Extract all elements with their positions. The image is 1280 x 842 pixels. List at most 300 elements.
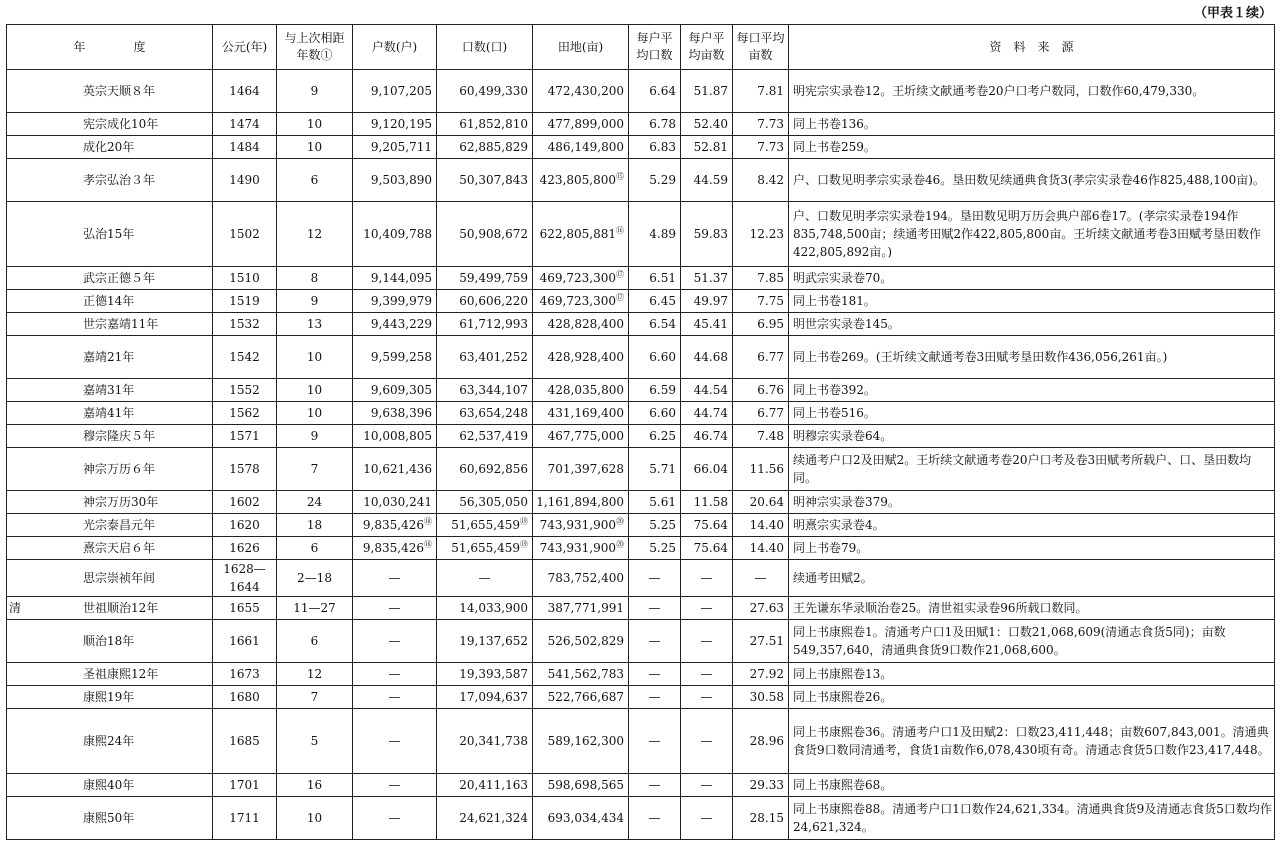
- source-cell-value: 同上书康熙卷88。清通考户口1口数作24,621,334。清通典食货9及清通志食货5口数均作24,621,324。: [793, 802, 1272, 834]
- gap-cell: [277, 774, 353, 797]
- mu-per-person-cell: [733, 448, 789, 491]
- persons-per-household-cell: [629, 597, 681, 620]
- source-cell: [789, 663, 1275, 686]
- population-cell: [437, 402, 533, 425]
- population-cell-value: 61,712,993: [459, 317, 528, 331]
- population-cell-value: 19,393,587: [459, 667, 528, 681]
- households-cell: [353, 290, 437, 313]
- gap-cell-value: 10: [306, 350, 323, 364]
- mu-per-household-cell-value: 51.87: [693, 84, 728, 98]
- population-cell-value: 19,137,652: [459, 634, 528, 648]
- households-cell-value: 9,609,305: [370, 383, 432, 397]
- footnote-marker: ⑱: [424, 540, 432, 549]
- gap-cell-value: 7: [310, 690, 319, 704]
- year-cell-value: 1701: [229, 778, 260, 792]
- reign-cell: [7, 774, 213, 797]
- households-cell-value: 10,030,241: [363, 495, 432, 509]
- population-cell: [437, 774, 533, 797]
- reign-label: 神宗万历30年: [83, 495, 159, 509]
- households-cell-value: —: [388, 778, 401, 792]
- households-cell-value: —: [388, 811, 401, 825]
- source-cell-value: 同上书卷269。(王圻续文献通考卷3田赋考垦田数作436,056,261亩。): [793, 350, 1168, 364]
- land-cell-value: 526,502,829: [547, 634, 624, 648]
- persons-per-household-cell-value: 6.78: [649, 117, 676, 131]
- persons-per-household-cell: [629, 379, 681, 402]
- footnote-marker: ⑯: [616, 226, 624, 235]
- year-cell: [213, 774, 277, 797]
- reign-cell: [7, 113, 213, 136]
- land-cell: [533, 313, 629, 336]
- mu-per-person-cell: [733, 663, 789, 686]
- population-cell-value: 20,411,163: [459, 778, 528, 792]
- table-row: [7, 514, 1275, 537]
- table-row: [7, 560, 1275, 597]
- households-cell: [353, 514, 437, 537]
- households-cell: [353, 113, 437, 136]
- col-header-population: 口数(口): [437, 25, 533, 70]
- population-cell-value: —: [478, 571, 491, 585]
- land-cell: [533, 379, 629, 402]
- reign-cell: [7, 159, 213, 202]
- mu-per-person-cell-value: 6.76: [757, 383, 784, 397]
- land-cell-value: 743,931,900: [539, 541, 616, 555]
- households-cell: [353, 425, 437, 448]
- mu-per-household-cell-value: —: [700, 601, 713, 615]
- table-row: [7, 267, 1275, 290]
- year-cell: [213, 686, 277, 709]
- year-cell-value: 1578: [229, 462, 260, 476]
- households-cell-value: 10,008,805: [363, 429, 432, 443]
- mu-per-person-cell-value: 8.42: [757, 173, 784, 187]
- land-cell-value: 469,723,300: [539, 271, 616, 285]
- reign-cell: [7, 202, 213, 267]
- population-cell: [437, 136, 533, 159]
- year-cell-value: 1552: [229, 383, 260, 397]
- footnote-marker: ⑰: [616, 293, 624, 302]
- gap-cell-value: 10: [306, 406, 323, 420]
- mu-per-household-cell: [681, 313, 733, 336]
- gap-cell: [277, 514, 353, 537]
- table-row: [7, 491, 1275, 514]
- year-cell: [213, 379, 277, 402]
- households-cell-value: —: [388, 690, 401, 704]
- source-cell-value: 明世宗实录卷145。: [793, 317, 900, 331]
- households-cell-value: 10,621,436: [363, 462, 432, 476]
- persons-per-household-cell-value: —: [648, 811, 661, 825]
- table-row: [7, 113, 1275, 136]
- households-cell-value: 10,409,788: [363, 227, 432, 241]
- source-cell: [789, 267, 1275, 290]
- mu-per-person-cell-value: 7.81: [757, 84, 784, 98]
- source-cell-value: 同上书卷516。: [793, 406, 876, 420]
- year-cell: [213, 620, 277, 663]
- source-cell: [789, 159, 1275, 202]
- persons-per-household-cell-value: 6.51: [649, 271, 676, 285]
- land-cell-value: 589,162,300: [547, 734, 624, 748]
- mu-per-person-cell: [733, 202, 789, 267]
- mu-per-household-cell-value: 46.74: [693, 429, 728, 443]
- source-cell: [789, 560, 1275, 597]
- households-cell-value: 9,835,426: [362, 518, 424, 532]
- gap-cell-value: 24: [306, 495, 323, 509]
- reign-cell: [7, 402, 213, 425]
- footnote-marker: ⑳: [616, 540, 624, 549]
- table-row: [7, 663, 1275, 686]
- population-cell-value: 50,908,672: [459, 227, 528, 241]
- footnote-marker: ⑳: [616, 517, 624, 526]
- population-cell: [437, 70, 533, 113]
- mu-per-household-cell: [681, 774, 733, 797]
- year-cell-value: 1655: [229, 601, 260, 615]
- persons-per-household-cell: [629, 560, 681, 597]
- mu-per-person-cell: [733, 709, 789, 774]
- gap-cell-value: 12: [306, 227, 323, 241]
- land-cell-value: 472,430,200: [547, 84, 624, 98]
- table-body: [7, 70, 1275, 840]
- mu-per-household-cell: [681, 202, 733, 267]
- reign-label: 嘉靖21年: [83, 350, 135, 364]
- source-cell: [789, 379, 1275, 402]
- mu-per-person-cell-value: 29.33: [749, 778, 784, 792]
- reign-cell: [7, 313, 213, 336]
- year-cell: [213, 202, 277, 267]
- col-header-households: 户数(户): [353, 25, 437, 70]
- households-cell-value: 9,638,396: [370, 406, 432, 420]
- year-cell: [213, 597, 277, 620]
- households-cell-value: —: [388, 734, 401, 748]
- year-cell: [213, 709, 277, 774]
- population-cell-value: 63,401,252: [459, 350, 528, 364]
- reign-cell: [7, 537, 213, 560]
- households-cell-value: 9,835,426: [362, 541, 424, 555]
- gap-cell-value: 10: [306, 140, 323, 154]
- gap-cell: [277, 797, 353, 840]
- persons-per-household-cell-value: —: [648, 667, 661, 681]
- gap-cell: [277, 491, 353, 514]
- year-cell: [213, 113, 277, 136]
- land-cell: [533, 290, 629, 313]
- source-cell: [789, 686, 1275, 709]
- source-cell-value: 明穆宗实录卷64。: [793, 429, 893, 443]
- households-cell-value: 9,399,979: [370, 294, 432, 308]
- reign-cell: [7, 620, 213, 663]
- year-cell: [213, 514, 277, 537]
- population-cell: [437, 620, 533, 663]
- gap-cell: [277, 425, 353, 448]
- population-cell: [437, 514, 533, 537]
- population-land-table: [6, 24, 1275, 840]
- persons-per-household-cell-value: 6.64: [649, 84, 676, 98]
- gap-cell-value: 2—18: [297, 571, 332, 585]
- persons-per-household-cell-value: 5.29: [649, 173, 676, 187]
- mu-per-household-cell-value: 49.97: [693, 294, 728, 308]
- households-cell: [353, 491, 437, 514]
- persons-per-household-cell-value: —: [648, 734, 661, 748]
- land-cell-value: 387,771,991: [547, 601, 624, 615]
- persons-per-household-cell: [629, 663, 681, 686]
- land-cell-value: 743,931,900: [539, 518, 616, 532]
- mu-per-person-cell: [733, 425, 789, 448]
- mu-per-household-cell-value: 52.81: [693, 140, 728, 154]
- population-cell-value: 14,033,900: [459, 601, 528, 615]
- mu-per-person-cell: [733, 491, 789, 514]
- reign-label: 康熙40年: [83, 778, 135, 792]
- mu-per-household-cell-value: —: [700, 734, 713, 748]
- footnote-marker: ⑱: [424, 517, 432, 526]
- year-cell-value: 1502: [229, 227, 260, 241]
- persons-per-household-cell-value: 6.60: [649, 350, 676, 364]
- mu-per-household-cell: [681, 402, 733, 425]
- gap-cell-value: 7: [310, 462, 319, 476]
- gap-cell-value: 9: [310, 429, 319, 443]
- persons-per-household-cell-value: 6.83: [649, 140, 676, 154]
- year-cell-value: 1628—1644: [223, 562, 266, 594]
- persons-per-household-cell-value: 5.61: [649, 495, 676, 509]
- land-cell: [533, 267, 629, 290]
- households-cell-value: 9,144,095: [370, 271, 432, 285]
- source-cell-value: 同上书卷392。: [793, 383, 876, 397]
- year-cell-value: 1510: [229, 271, 260, 285]
- year-cell-value: 1626: [229, 541, 260, 555]
- gap-cell: [277, 379, 353, 402]
- households-cell: [353, 663, 437, 686]
- mu-per-person-cell-value: 7.73: [757, 117, 784, 131]
- reign-cell: [7, 597, 213, 620]
- households-cell-value: 9,443,229: [370, 317, 432, 331]
- mu-per-person-cell: [733, 620, 789, 663]
- reign-cell: [7, 336, 213, 379]
- year-cell: [213, 313, 277, 336]
- mu-per-household-cell: [681, 336, 733, 379]
- land-cell-value: 431,169,400: [547, 406, 624, 420]
- gap-cell-value: 9: [310, 84, 319, 98]
- table-row: [7, 797, 1275, 840]
- land-cell-value: 486,149,800: [547, 140, 624, 154]
- mu-per-household-cell-value: 44.74: [693, 406, 728, 420]
- gap-cell: [277, 597, 353, 620]
- reign-label: 顺治18年: [83, 634, 135, 648]
- land-cell: [533, 560, 629, 597]
- col-header-gap: 与上次相距年数①: [277, 25, 353, 70]
- table-row: [7, 448, 1275, 491]
- households-cell: [353, 797, 437, 840]
- persons-per-household-cell-value: —: [648, 634, 661, 648]
- persons-per-household-cell: [629, 313, 681, 336]
- population-cell-value: 17,094,637: [459, 690, 528, 704]
- source-cell: [789, 313, 1275, 336]
- population-cell-value: 63,654,248: [459, 406, 528, 420]
- mu-per-person-cell: [733, 267, 789, 290]
- gap-cell-value: 16: [306, 778, 323, 792]
- mu-per-person-cell: [733, 537, 789, 560]
- source-cell-value: 续通考户口2及田赋2。王圻续文献通考卷20户口考及卷3田赋考所载户、口、垦田数均同。: [793, 453, 1252, 485]
- population-cell-value: 56,305,050: [459, 495, 528, 509]
- population-cell: [437, 313, 533, 336]
- land-cell-value: 467,775,000: [547, 429, 624, 443]
- gap-cell: [277, 70, 353, 113]
- gap-cell: [277, 159, 353, 202]
- land-cell-value: 783,752,400: [547, 571, 624, 585]
- gap-cell-value: 8: [310, 271, 319, 285]
- reign-label: 康熙24年: [83, 734, 135, 748]
- land-cell: [533, 597, 629, 620]
- persons-per-household-cell: [629, 448, 681, 491]
- source-cell: [789, 70, 1275, 113]
- year-cell-value: 1571: [229, 429, 260, 443]
- households-cell: [353, 136, 437, 159]
- land-cell: [533, 663, 629, 686]
- mu-per-person-cell: [733, 379, 789, 402]
- gap-cell: [277, 537, 353, 560]
- population-cell: [437, 336, 533, 379]
- year-cell: [213, 267, 277, 290]
- year-cell-value: 1490: [229, 173, 260, 187]
- land-cell: [533, 620, 629, 663]
- year-cell-value: 1519: [229, 294, 260, 308]
- gap-cell: [277, 663, 353, 686]
- mu-per-household-cell-value: —: [700, 634, 713, 648]
- mu-per-household-cell: [681, 620, 733, 663]
- table-row: [7, 290, 1275, 313]
- households-cell: [353, 336, 437, 379]
- households-cell: [353, 686, 437, 709]
- mu-per-person-cell: [733, 597, 789, 620]
- population-cell-value: 62,885,829: [459, 140, 528, 154]
- source-cell: [789, 491, 1275, 514]
- year-cell: [213, 448, 277, 491]
- table-row: [7, 313, 1275, 336]
- persons-per-household-cell-value: 5.25: [649, 541, 676, 555]
- source-cell-value: 续通考田赋2。: [793, 571, 873, 585]
- land-cell: [533, 797, 629, 840]
- reign-cell: [7, 491, 213, 514]
- mu-per-person-cell: [733, 136, 789, 159]
- year-cell-value: 1474: [229, 117, 260, 131]
- households-cell: [353, 774, 437, 797]
- persons-per-household-cell: [629, 797, 681, 840]
- households-cell: [353, 70, 437, 113]
- mu-per-household-cell-value: 52.40: [693, 117, 728, 131]
- persons-per-household-cell: [629, 336, 681, 379]
- persons-per-household-cell-value: —: [648, 778, 661, 792]
- mu-per-person-cell-value: 14.40: [749, 541, 784, 555]
- reign-label: 圣祖康熙12年: [83, 667, 159, 681]
- population-cell: [437, 537, 533, 560]
- households-cell-value: —: [388, 571, 401, 585]
- year-cell-value: 1484: [229, 140, 260, 154]
- mu-per-household-cell-value: 45.41: [693, 317, 728, 331]
- mu-per-household-cell: [681, 514, 733, 537]
- mu-per-household-cell-value: 11.58: [693, 495, 728, 509]
- mu-per-household-cell: [681, 537, 733, 560]
- mu-per-person-cell-value: 7.73: [757, 140, 784, 154]
- table-row: [7, 379, 1275, 402]
- source-cell-value: 同上书卷136。: [793, 117, 876, 131]
- year-cell: [213, 159, 277, 202]
- gap-cell-value: 9: [310, 294, 319, 308]
- persons-per-household-cell: [629, 537, 681, 560]
- reign-label: 熹宗天启６年: [83, 541, 156, 555]
- source-cell-value: 明熹宗实录卷4。: [793, 518, 885, 532]
- mu-per-person-cell-value: 27.63: [749, 601, 784, 615]
- mu-per-person-cell-value: —: [754, 571, 767, 585]
- year-cell-value: 1661: [229, 634, 260, 648]
- col-header-land: 田地(亩): [533, 25, 629, 70]
- mu-per-person-cell-value: 7.48: [757, 429, 784, 443]
- population-cell-value: 62,537,419: [459, 429, 528, 443]
- population-cell: [437, 709, 533, 774]
- mu-per-household-cell: [681, 709, 733, 774]
- table-row: [7, 202, 1275, 267]
- year-cell: [213, 663, 277, 686]
- mu-per-person-cell: [733, 774, 789, 797]
- table-row: [7, 136, 1275, 159]
- persons-per-household-cell: [629, 267, 681, 290]
- reign-cell: [7, 448, 213, 491]
- source-cell: [789, 597, 1275, 620]
- population-cell-value: 63,344,107: [459, 383, 528, 397]
- source-cell: [789, 620, 1275, 663]
- mu-per-person-cell: [733, 290, 789, 313]
- source-cell-value: 同上书康熙卷1。清通考户口1及田赋1：口数21,068,609(清通志食货5同)；亩数549,357,640，清通典食货9口数作21,068,600。: [793, 625, 1226, 657]
- households-cell-value: 9,205,711: [370, 140, 432, 154]
- source-cell-value: 同上书康熙卷26。: [793, 690, 893, 704]
- gap-cell: [277, 448, 353, 491]
- gap-cell: [277, 336, 353, 379]
- mu-per-household-cell-value: 66.04: [693, 462, 728, 476]
- gap-cell: [277, 620, 353, 663]
- reign-label: 光宗泰昌元年: [83, 518, 156, 532]
- mu-per-person-cell-value: 12.23: [749, 227, 784, 241]
- gap-cell: [277, 313, 353, 336]
- land-cell: [533, 402, 629, 425]
- mu-per-household-cell-value: 59.83: [693, 227, 728, 241]
- year-cell-value: 1711: [229, 811, 260, 825]
- persons-per-household-cell: [629, 491, 681, 514]
- population-cell-value: 51,655,459: [451, 518, 520, 532]
- population-cell-value: 51,655,459: [451, 541, 520, 555]
- households-cell: [353, 537, 437, 560]
- footnote-marker: ⑮: [616, 172, 624, 181]
- land-cell-value: 428,828,400: [547, 317, 624, 331]
- gap-cell-value: 13: [306, 317, 323, 331]
- source-cell: [789, 709, 1275, 774]
- gap-cell: [277, 290, 353, 313]
- source-cell: [789, 448, 1275, 491]
- year-cell-value: 1464: [229, 84, 260, 98]
- population-cell: [437, 797, 533, 840]
- table-row: [7, 402, 1275, 425]
- header-row: [7, 25, 1275, 70]
- mu-per-household-cell: [681, 136, 733, 159]
- land-cell: [533, 113, 629, 136]
- persons-per-household-cell: [629, 425, 681, 448]
- mu-per-household-cell: [681, 290, 733, 313]
- reign-label: 孝宗弘治３年: [83, 173, 156, 187]
- gap-cell: [277, 267, 353, 290]
- source-cell: [789, 202, 1275, 267]
- households-cell: [353, 202, 437, 267]
- mu-per-household-cell: [681, 663, 733, 686]
- year-cell: [213, 425, 277, 448]
- year-cell-value: 1602: [229, 495, 260, 509]
- mu-per-household-cell: [681, 491, 733, 514]
- footnote-marker: ⑰: [616, 270, 624, 279]
- mu-per-household-cell: [681, 448, 733, 491]
- mu-per-household-cell-value: —: [700, 778, 713, 792]
- land-cell-value: 541,562,783: [547, 667, 624, 681]
- gap-cell: [277, 402, 353, 425]
